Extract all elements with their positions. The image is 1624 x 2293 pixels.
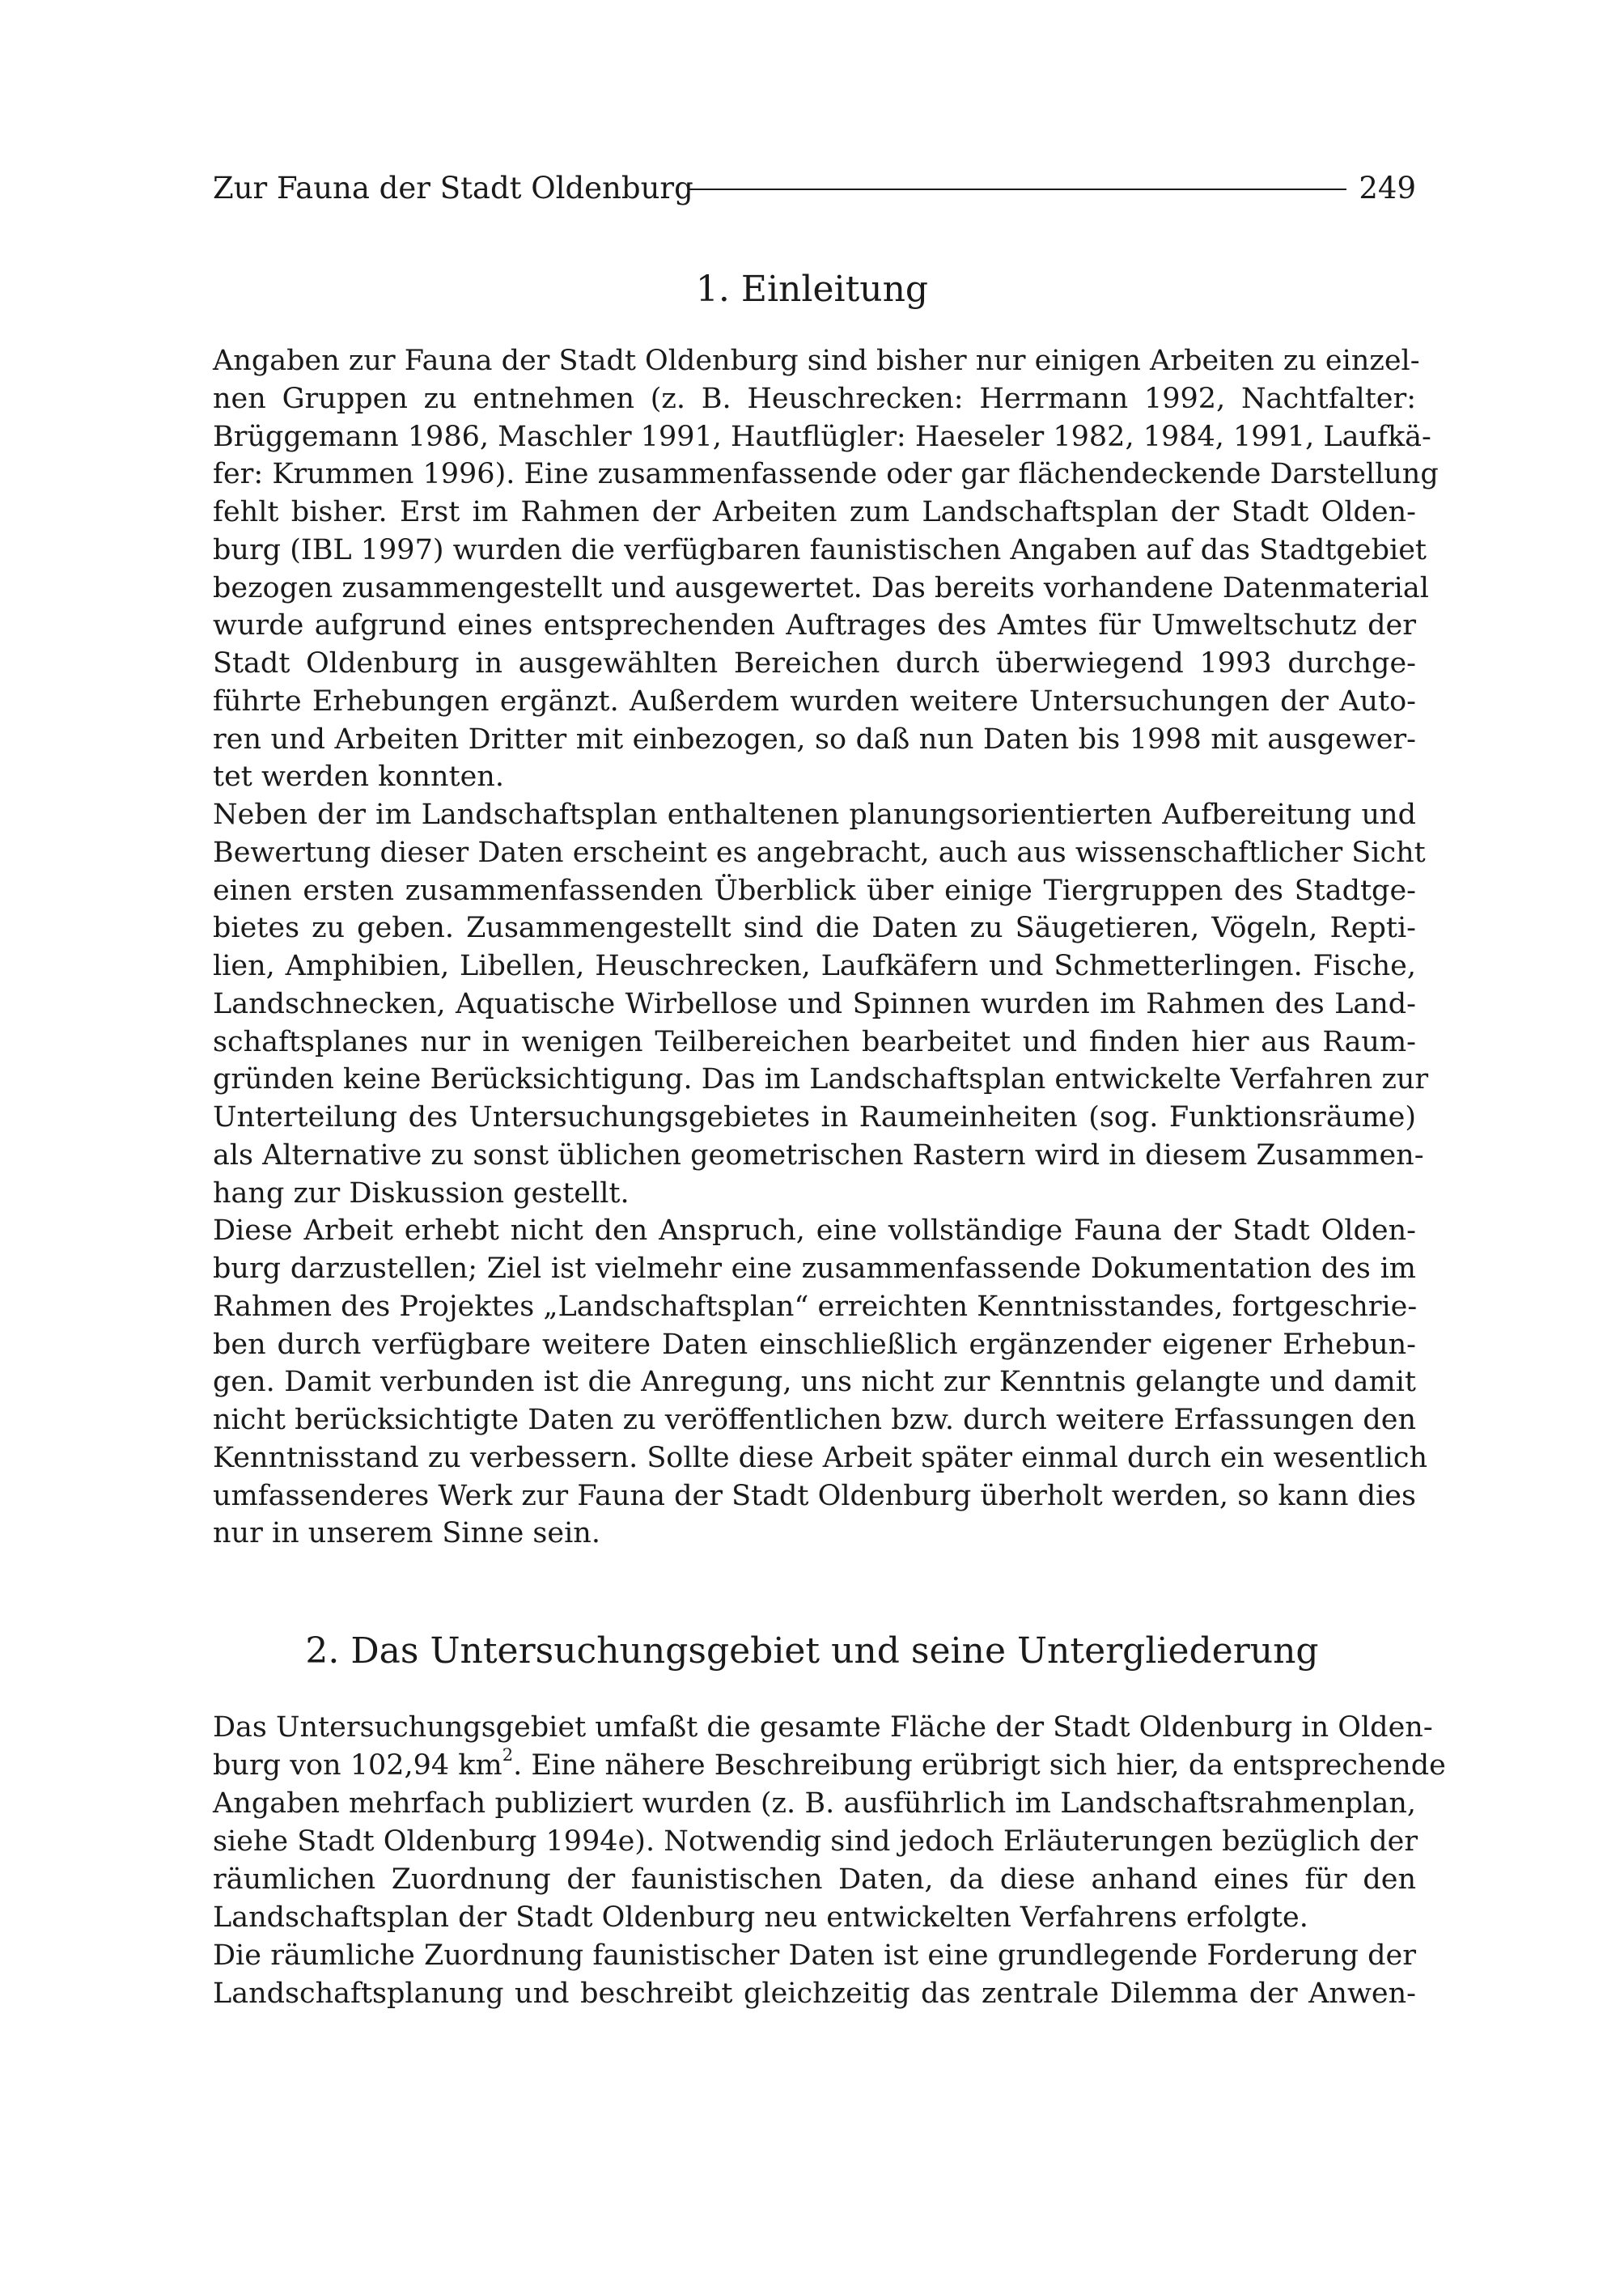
paragraph-line: Angaben mehrfach publiziert wurden (z. B. ausführlich im Landschaftsrahmenplan, bbox=[213, 1787, 1416, 1820]
paragraph-line: burg (IBL 1997) wurden die verfügbaren faunistischen Angaben auf das Stadtgebiet bbox=[213, 533, 1427, 566]
line-text: burg von 102,94 km bbox=[213, 1749, 502, 1782]
paragraph-line: nicht berücksichtigte Daten zu veröffentlichen bzw. durch weitere Erfassungen den bbox=[213, 1404, 1416, 1436]
paragraph-line: fehlt bisher. Erst im Rahmen der Arbeiten zum Landschaftsplan der Stadt Olden- bbox=[213, 496, 1416, 528]
running-head-title: Zur Fauna der Stadt Oldenburg bbox=[213, 171, 693, 206]
paragraph-line: tet werden konnten. bbox=[213, 761, 504, 794]
paragraph-line: räumlichen Zuordnung der faunistischen Daten, da diese anhand eines für den bbox=[213, 1863, 1416, 1896]
paragraph-line: umfassenderes Werk zur Fauna der Stadt Oldenburg überholt werden, so kann dies bbox=[213, 1479, 1416, 1512]
paragraph-line: Landschaftsplan der Stadt Oldenburg neu entwickelten Verfahrens erfolgte. bbox=[213, 1901, 1308, 1934]
superscript-exponent: 2 bbox=[502, 1745, 514, 1765]
paragraph-line: Das Untersuchungsgebiet umfaßt die gesamte Fläche der Stadt Oldenburg in Olden- bbox=[213, 1711, 1433, 1744]
paragraph-line: siehe Stadt Oldenburg 1994e). Notwendig sind jedoch Erläuterungen bezüglich der bbox=[213, 1825, 1418, 1858]
page-number: 249 bbox=[1359, 171, 1416, 206]
section-heading-study-area: 2. Das Untersuchungsgebiet und seine Untergliederung bbox=[305, 1630, 1319, 1672]
paragraph-line: nur in unserem Sinne sein. bbox=[213, 1517, 600, 1550]
paragraph-line: schaftsplanes nur in wenigen Teilbereichen bearbeitet und finden hier aus Raum- bbox=[213, 1025, 1416, 1058]
paragraph-line: Kenntnisstand zu verbessern. Sollte diese Arbeit später einmal durch ein wesentlich bbox=[213, 1441, 1427, 1474]
paragraph-line: Neben der im Landschaftsplan enthaltenen planungsorientierten Aufbereitung und bbox=[213, 799, 1416, 831]
paragraph-line bbox=[213, 1745, 1446, 1784]
paragraph-line: Bewertung dieser Daten erscheint es angebracht, auch aus wissenschaftlicher Sicht bbox=[213, 836, 1426, 869]
paragraph-line: Brüggemann 1986, Maschler 1991, Hautflügler: Haeseler 1982, 1984, 1991, Laufkä- bbox=[213, 420, 1431, 453]
paragraph-line: Diese Arbeit erhebt nicht den Anspruch, eine vollständige Fauna der Stadt Olden- bbox=[213, 1214, 1416, 1248]
paragraph-line: bietes zu geben. Zusammengestellt sind die Daten zu Säugetieren, Vögeln, Repti- bbox=[213, 912, 1416, 945]
paragraph-line: Die räumliche Zuordnung faunistischer Daten ist eine grundlegende Forderung der bbox=[213, 1939, 1416, 1972]
paragraph-line: Stadt Oldenburg in ausgewählten Bereichen durch überwiegend 1993 durchge- bbox=[213, 647, 1416, 680]
paragraph-line: ren und Arbeiten Dritter mit einbezogen, so daß nun Daten bis 1998 mit ausgewer- bbox=[213, 723, 1416, 756]
paragraph-line: führte Erhebungen ergänzt. Außerdem wurden weitere Untersuchungen der Auto- bbox=[213, 685, 1416, 718]
running-head bbox=[213, 164, 1416, 213]
paragraph-line: wurde aufgrund eines entsprechenden Auftrages des Amtes für Umweltschutz der bbox=[213, 609, 1416, 642]
paragraph-line: einen ersten zusammenfassenden Überblick über einige Tiergruppen des Stadtge- bbox=[213, 874, 1416, 907]
paragraph-line: Landschnecken, Aquatische Wirbellose und Spinnen wurden im Rahmen des Land- bbox=[213, 987, 1416, 1020]
paragraph-line: als Alternative zu sonst üblichen geometrischen Rastern wird in diesem Zusammen- bbox=[213, 1138, 1424, 1172]
running-head-rule bbox=[689, 189, 1346, 190]
paragraph-line: Rahmen des Projektes „Landschaftsplan“ erreichten Kenntnisstandes, fortgeschrie- bbox=[213, 1290, 1418, 1323]
paragraph-line: bezogen zusammengestellt und ausgewertet. Das bereits vorhandene Datenmaterial bbox=[213, 571, 1429, 604]
paragraph-line: lien, Amphibien, Libellen, Heuschrecken, Laufkäfern und Schmetterlingen. Fische, bbox=[213, 950, 1416, 982]
paragraph-line: gen. Damit verbunden ist die Anregung, uns nicht zur Kenntnis gelangte und damit bbox=[213, 1366, 1416, 1399]
paragraph-line: hang zur Diskussion gestellt. bbox=[213, 1176, 630, 1210]
section-heading-introduction: 1. Einleitung bbox=[695, 269, 929, 310]
line-text: . Eine nähere Beschreibung erübrigt sich hier, da entsprechende bbox=[513, 1749, 1446, 1782]
paragraph-line: fer: Krummen 1996). Eine zusammenfassende oder gar flächendeckende Darstellung bbox=[213, 458, 1439, 491]
paragraph-line: Unterteilung des Untersuchungsgebietes in Raumeinheiten (sog. Funktionsräume) bbox=[213, 1101, 1416, 1134]
paragraph-line: ben durch verfügbare weitere Daten einschließlich ergänzender eigener Erhebun- bbox=[213, 1328, 1416, 1361]
paragraph-line: Angaben zur Fauna der Stadt Oldenburg sind bisher nur einigen Arbeiten zu einzel- bbox=[213, 345, 1420, 377]
paragraph-line: burg darzustellen; Ziel ist vielmehr eine zusammenfassende Dokumentation des im bbox=[213, 1252, 1416, 1285]
paragraph-line: nen Gruppen zu entnehmen (z. B. Heuschrecken: Herrmann 1992, Nachtfalter: bbox=[213, 382, 1416, 415]
paragraph-line: Landschaftsplanung und beschreibt gleichzeitig das zentrale Dilemma der Anwen- bbox=[213, 1977, 1416, 2010]
paragraph-line: gründen keine Berücksichtigung. Das im Landschaftsplan entwickelte Verfahren zur bbox=[213, 1063, 1429, 1096]
